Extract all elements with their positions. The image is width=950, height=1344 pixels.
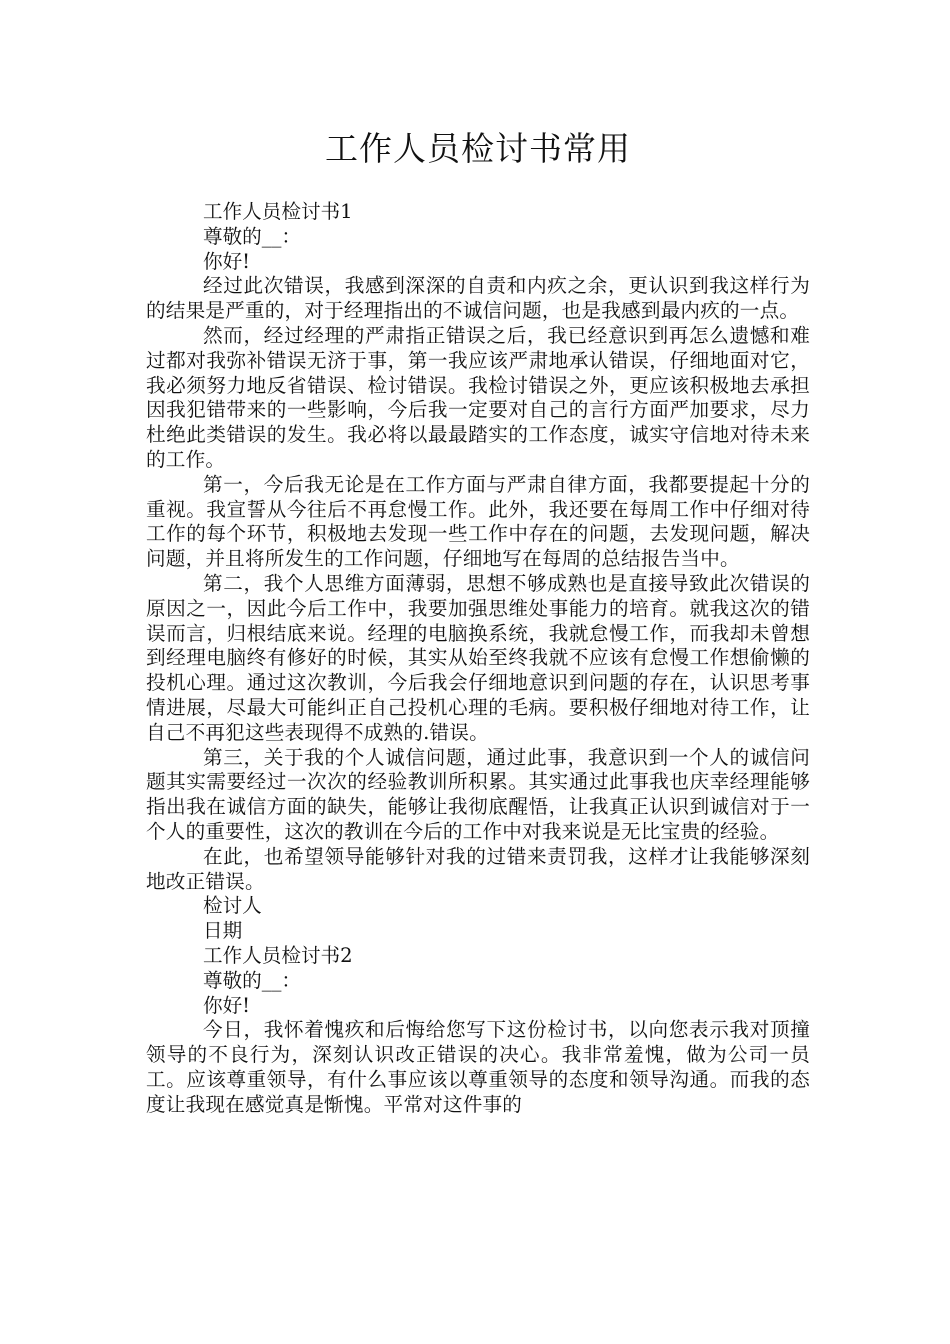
salutation: 尊敬的__：: [203, 224, 301, 248]
section-heading: 工作人员检讨书1: [203, 200, 353, 223]
document-title: 工作人员检讨书常用: [325, 129, 631, 168]
body-paragraph: 今日，我怀着愧疚和后悔给您写下这份检讨书，以向您表示我对顶撞领导的不良行为，深刻认识改正错误的决心。我非常羞愧，做为公司一员工。应该尊重领导，有什么事应该以尊重领导的态度和领导沟通。而我的态度让我现在感觉真是惭愧。平常对这件事的: [146, 1018, 810, 1116]
section-2: [146, 944, 810, 1118]
greeting: 你好!: [203, 993, 251, 1017]
body-paragraph: 第三，关于我的个人诚信问题，通过此事，我意识到一个人的诚信问题其实需要经过一次次的经验教训所积累。其实通过此事我也庆幸经理能够指出我在诚信方面的缺失，能够让我彻底醒悟，让我真正认识到诚信对于一个人的重要性，这次的教训在今后的工作中对我来说是无比宝贵的经验。: [146, 745, 810, 843]
section-heading: 工作人员检讨书2: [203, 943, 353, 967]
body-paragraph: 第一，今后我无论是在工作方面与严肃自律方面，我都要提起十分的重视。我宣誓从今往后不再怠慢工作。此外，我还要在每周工作中仔细对待工作的每个环节，积极地去发现一些工作中存在的问题，去发现问题，解决问题，并且将所发生的工作问题，仔细地写在每周的总结报告当中。: [146, 472, 810, 571]
salutation: 尊敬的__：: [203, 968, 301, 992]
document-page: [146, 124, 810, 1117]
signature-label: 检讨人: [203, 894, 262, 918]
date-label: 日期: [203, 919, 243, 943]
greeting: 你好!: [203, 249, 251, 273]
body-paragraph: 在此，也希望领导能够针对我的过错来责罚我，这样才让我能够深刻地改正错误。: [146, 844, 810, 893]
section-1: [146, 200, 810, 944]
body-paragraph: 第二，我个人思维方面薄弱，思想不够成熟也是直接导致此次错误的原因之一，因此今后工作中，我要加强思维处事能力的培育。就我这次的错误而言，归根结底来说。经理的电脑换系统，我就怠慢工作，而我却未曾想到经理电脑终有修好的时候，其实从始至终我就不应该有怠慢工作想偷懒的投机心理。通过这次教训，今后我会仔细地意识到问题的存在，认识思考事情进展，尽最大可能纠正自己投机心理的毛病。要积极仔细地对待工作，让自己不再犯这些表现得不成熟的.错误。: [146, 571, 810, 744]
body-paragraph: 经过此次错误，我感到深深的自责和内疚之余，更认识到我这样行为的结果是严重的，对于经理指出的不诚信问题，也是我感到最内疚的一点。: [146, 274, 810, 323]
body-paragraph: 然而，经过经理的严肃指正错误之后，我已经意识到再怎么遗憾和难过都对我弥补错误无济于事，第一我应该严肃地承认错误，仔细地面对它，我必须努力地反省错误、检讨错误。我检讨错误之外，更应该积极地去承担因我犯错带来的一些影响，今后我一定要对自己的言行方面严加要求，尽力杜绝此类错误的发生。我必将以最最踏实的工作态度，诚实守信地对待未来的工作。: [146, 323, 810, 471]
